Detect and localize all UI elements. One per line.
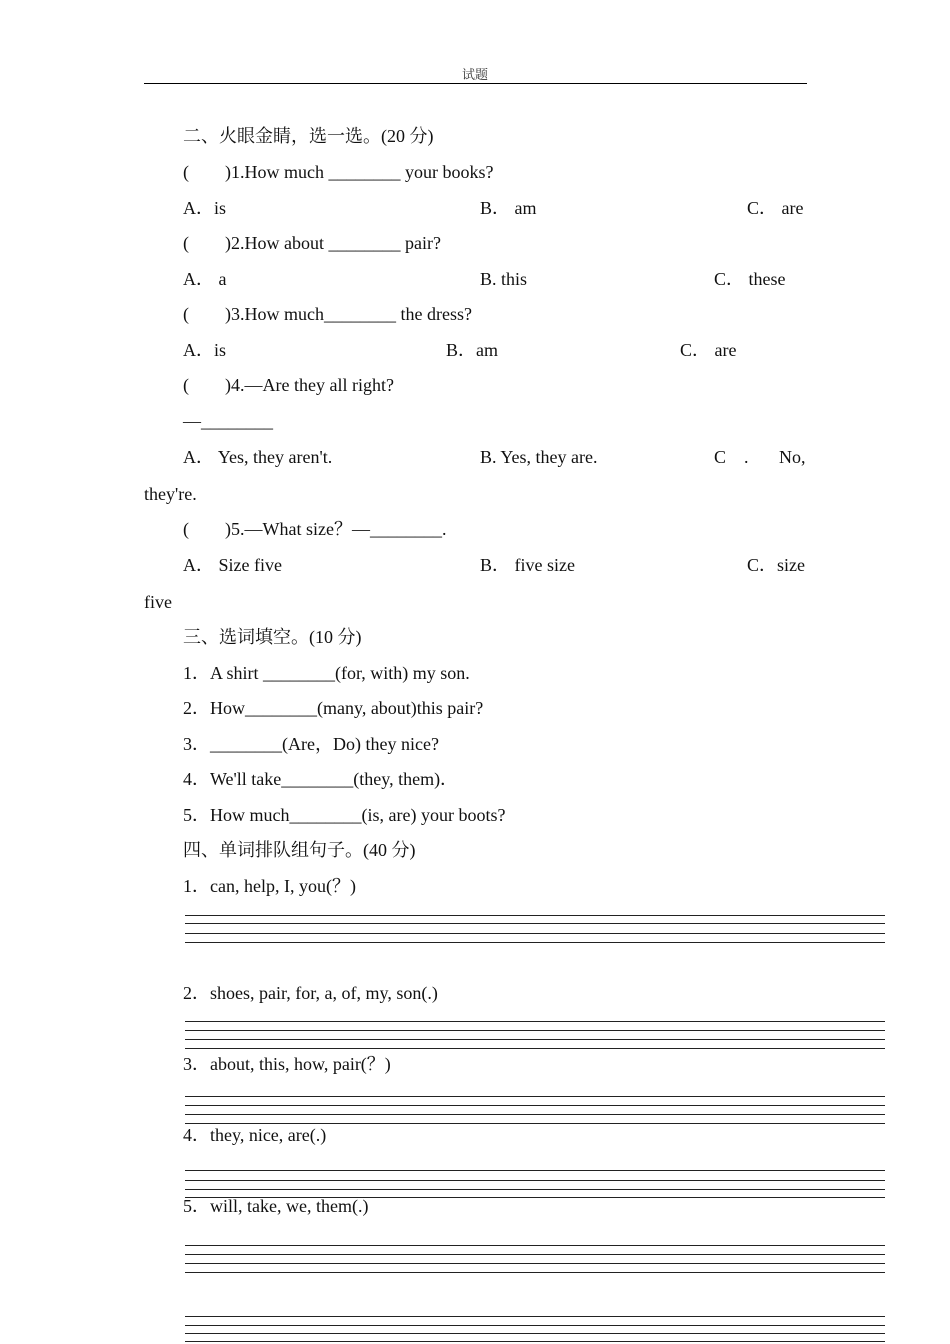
writing-line (185, 915, 885, 916)
fill-in-item-4: 4．We'll take________(they, them)． (183, 769, 459, 789)
writing-line (185, 1333, 885, 1334)
writing-line (185, 1048, 885, 1049)
question-4-option-c-dot: . (744, 447, 749, 467)
writing-line (185, 933, 885, 934)
section-heading-sentence-ordering: 四、单词排队组句子。(40 分) (183, 840, 416, 860)
writing-line (185, 1114, 885, 1115)
question-5-stem: ( )5.—What size？—________. (183, 519, 447, 539)
page-header-title: 试题 (462, 67, 489, 82)
writing-line (185, 1105, 885, 1106)
question-2-option-c: C． these (714, 269, 786, 289)
question-4-option-c-continued: they're. (144, 484, 197, 504)
question-3-option-a: A．is (183, 340, 227, 360)
question-1-option-c: C． are (747, 198, 804, 218)
writing-line (185, 923, 885, 924)
ordering-item-4: 4．they, nice, are(.) (183, 1125, 327, 1145)
writing-line (185, 1030, 885, 1031)
writing-line (185, 1263, 885, 1264)
writing-line (185, 1254, 885, 1255)
question-4-answer-blank: —________ (183, 411, 273, 431)
fill-in-item-5: 5．How much________(is, are) your boots? (183, 805, 506, 825)
question-4-option-c-letter: C (714, 447, 727, 467)
ordering-item-3: 3．about, this, how, pair(？) (183, 1054, 391, 1074)
writing-line (185, 1096, 885, 1097)
writing-line (185, 1180, 885, 1181)
question-1-stem: ( )1.How much ________ your books? (183, 162, 494, 182)
ordering-item-1: 1．can, help, I, you(？) (183, 876, 356, 896)
writing-line (185, 942, 885, 943)
writing-line (185, 1039, 885, 1040)
writing-line (185, 1325, 885, 1326)
writing-line (185, 1245, 885, 1246)
question-2-stem: ( )2.How about ________ pair? (183, 233, 441, 253)
writing-line (185, 1341, 885, 1342)
fill-in-item-3: 3．________(Are，Do) they nice? (183, 734, 439, 754)
section-heading-fill-in: 三、选词填空。(10 分) (183, 627, 362, 647)
question-5-option-b: B． five size (480, 555, 575, 575)
question-5-option-c-continued: five (144, 592, 172, 612)
question-5-option-c: C．size (747, 555, 805, 575)
question-3-option-b: B．am (446, 340, 498, 360)
question-4-stem: ( )4.—Are they all right? (183, 375, 394, 395)
question-3-option-c: C． are (680, 340, 737, 360)
writing-line (185, 1272, 885, 1273)
writing-line (185, 1170, 885, 1171)
writing-line (185, 1021, 885, 1022)
question-4-option-b: B. Yes, they are. (480, 447, 598, 467)
ordering-item-2: 2．shoes, pair, for, a, of, my, son(.) (183, 983, 438, 1003)
section-heading-multiple-choice: 二、火眼金睛，选一选。(20 分) (183, 126, 434, 146)
question-2-option-a: A． a (183, 269, 227, 289)
writing-line (185, 1189, 885, 1190)
header-divider (144, 83, 807, 84)
writing-line (185, 1316, 885, 1317)
question-4-option-c-text: No, (779, 447, 806, 467)
question-4-option-a: A． Yes, they aren't. (183, 447, 333, 467)
question-1-option-b: B． am (480, 198, 537, 218)
question-2-option-b: B. this (480, 269, 528, 289)
question-3-stem: ( )3.How much________ the dress? (183, 304, 472, 324)
question-5-option-a: A． Size five (183, 555, 282, 575)
question-1-option-a: A．is (183, 198, 227, 218)
ordering-item-5: 5．will, take, we, them(.) (183, 1196, 369, 1216)
fill-in-item-1: 1．A shirt ________(for, with) my son. (183, 663, 470, 683)
fill-in-item-2: 2．How________(many, about)this pair? (183, 698, 484, 718)
